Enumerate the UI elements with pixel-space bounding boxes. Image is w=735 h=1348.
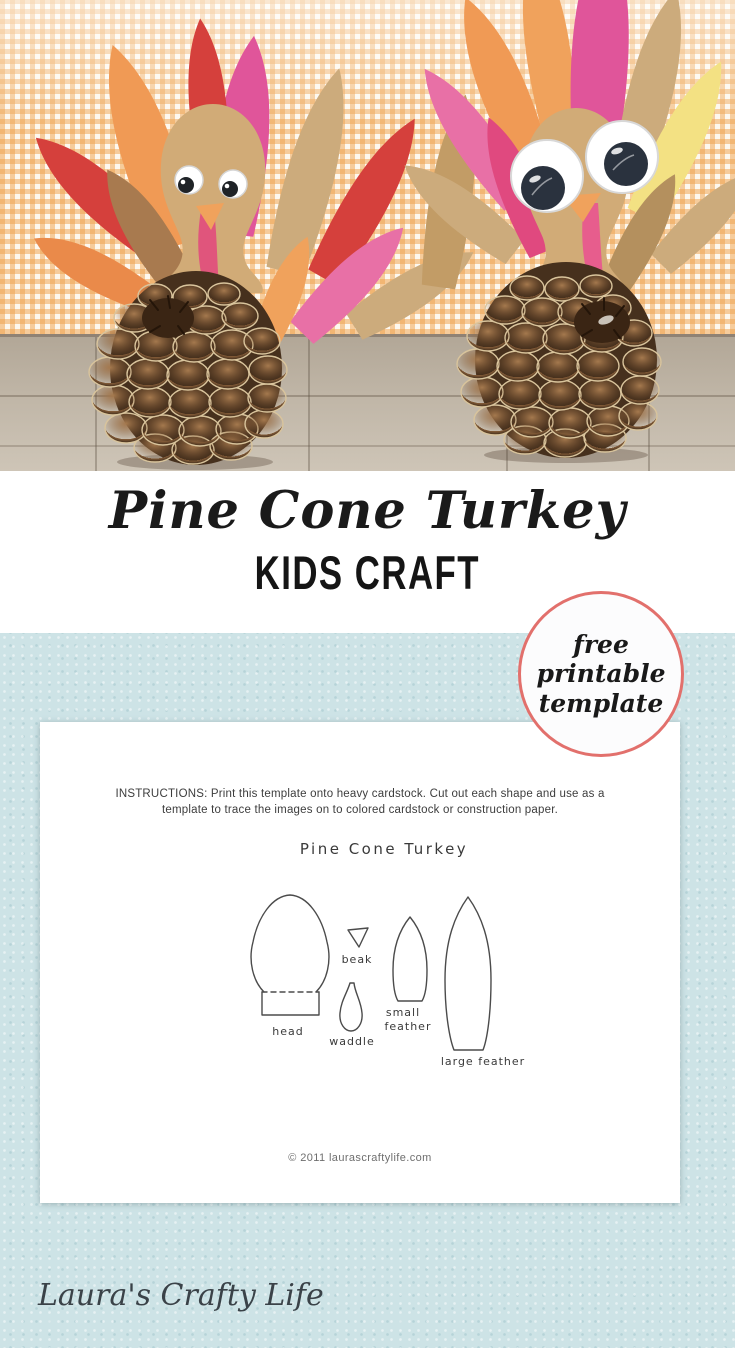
template-instructions	[40, 786, 680, 818]
label-small-feather-1: small	[385, 1006, 421, 1019]
copyright: © 2011 laurascraftylife.com	[288, 1152, 432, 1164]
badge-line-2: printable	[536, 659, 666, 689]
shape-small-feather	[393, 917, 427, 1001]
template-document	[40, 722, 680, 1203]
label-head: head	[272, 1025, 304, 1038]
template-title: Pine Cone Turkey	[299, 840, 469, 858]
label-large-feather: large feather	[440, 1055, 526, 1068]
instructions-line-1: INSTRUCTIONS: Print this template onto heavy cardstock. Cut out each shape and use as a	[115, 788, 605, 800]
page-title: Pine Cone Turkey	[108, 481, 627, 541]
instructions-line-2: template to trace the images on to colored cardstock or construction paper.	[162, 804, 558, 817]
site-signature: Laura's Crafty Life	[38, 1278, 324, 1313]
left-turkey	[21, 17, 487, 470]
badge-line-3: template	[538, 688, 664, 718]
hero-photo	[0, 0, 735, 471]
shape-beak	[348, 928, 368, 947]
page-subtitle-text: KIDS CRAFT	[254, 546, 481, 599]
shape-large-feather	[445, 897, 491, 1050]
right-turkey-pine-cone	[457, 262, 661, 463]
shape-waddle	[340, 983, 362, 1031]
label-small-feather-2: feather	[384, 1020, 432, 1033]
badge-line-1: free	[573, 630, 629, 660]
template-shapes	[240, 884, 550, 1084]
label-waddle: waddle	[329, 1035, 375, 1048]
label-beak: beak	[341, 953, 373, 966]
pine-cone-turkeys-illustration	[0, 0, 735, 471]
shape-head	[251, 895, 329, 992]
page-subtitle	[0, 545, 735, 600]
shape-head-base	[262, 992, 319, 1015]
free-printable-badge	[518, 591, 684, 757]
